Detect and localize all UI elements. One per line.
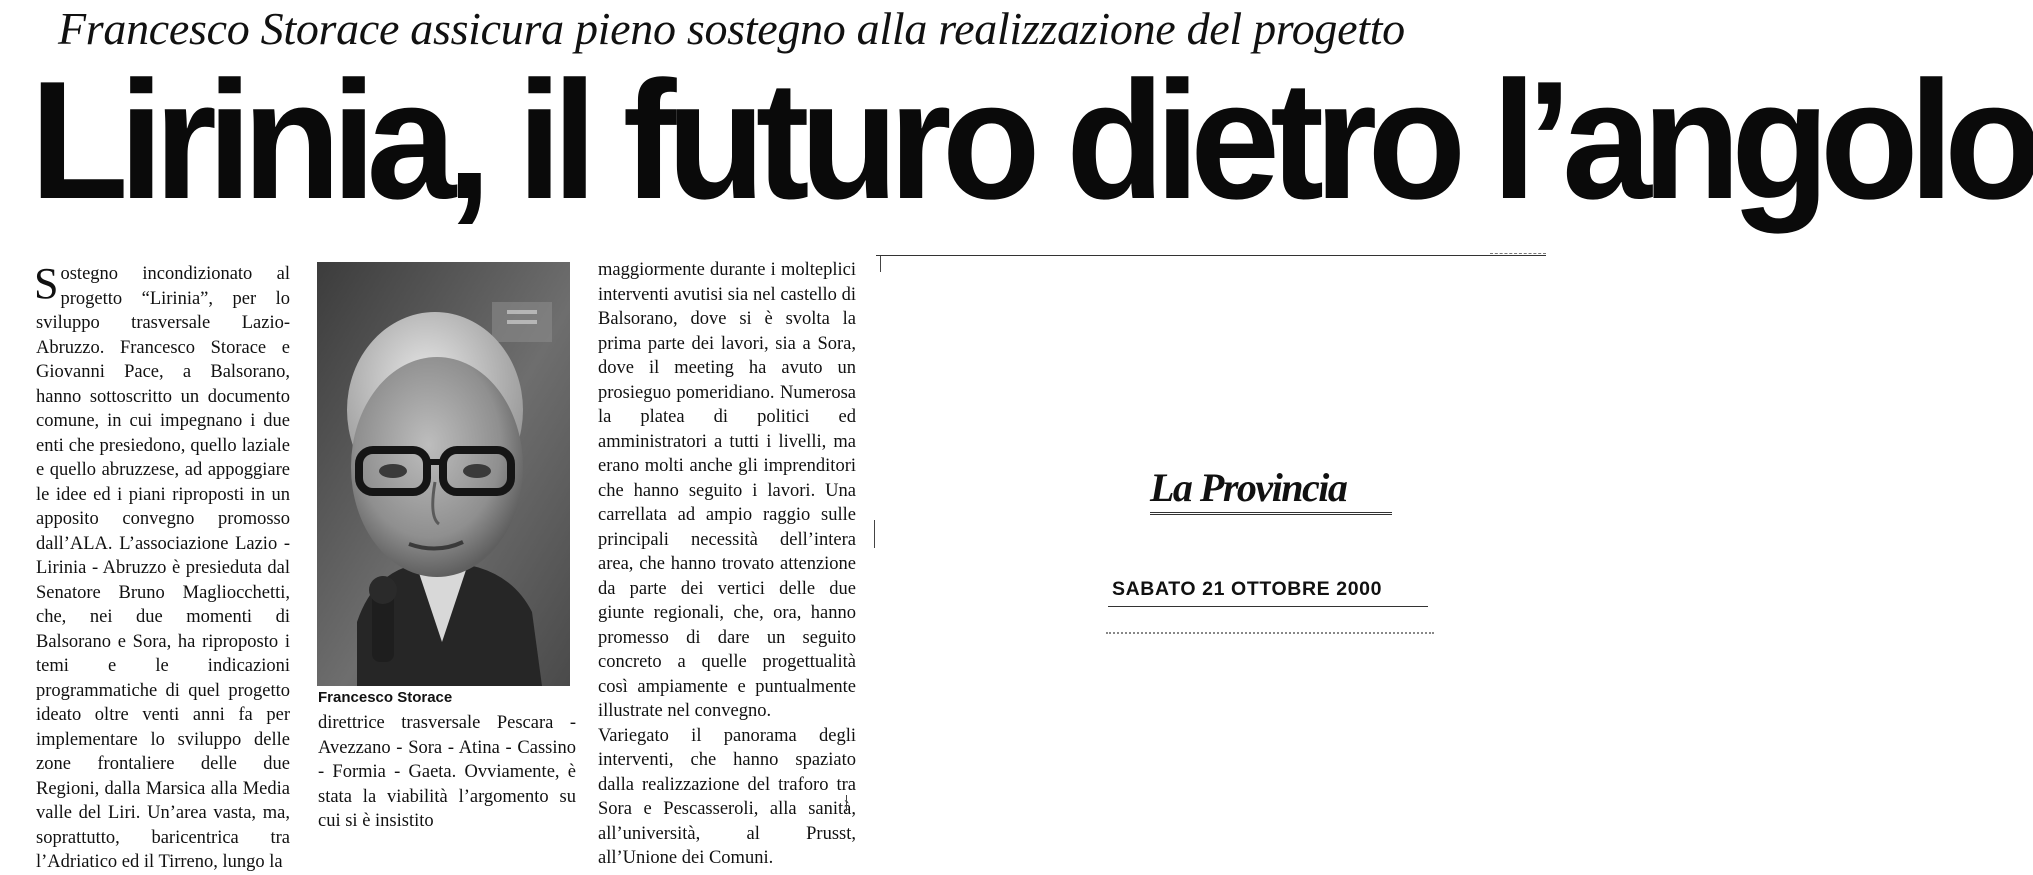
article-kicker: Francesco Storace assicura pieno sostegno alla realizzazione del progetto <box>58 3 1405 54</box>
issue-date: SABATO 21 OTTOBRE 2000 <box>1112 578 1383 600</box>
masthead-underline <box>1150 512 1392 515</box>
article-column-2 <box>318 711 576 834</box>
column-divider-mark <box>846 795 847 811</box>
newspaper-masthead: La Provincia <box>1150 465 1347 510</box>
portrait-photo-graphic <box>317 262 570 686</box>
column-divider-mark <box>874 520 875 548</box>
portrait-photo <box>317 262 570 686</box>
date-footer-rule <box>1106 632 1434 634</box>
article-column-1-text: ostegno incondizionato al progetto “Lirinia”, per lo sviluppo trasversale Lazio-Abruzzo. Francesco Storace e Giovanni Pace, a Balsorano, hanno sottoscritto un documento comune, in cui impegnano i due enti che presiedono, quello laziale e quello abruzzese, ad appoggiare le idee ed i piani riproposti in un apposito convegno promosso dall’ALA. L’associazione Lazio - Lirinia - Abruzzo è presieduta dal Senatore Bruno Magliocchetti, che, nei due momenti di Balsorano e Sora, ha riproposto i temi e le indicazioni programmatiche di quel progetto ideato oltre venti anni fa per implementare lo sviluppo delle zone frontaliere delle due Regioni, dalla Marsica alla Media valle del Liri. Un’area vasta, ma, soprattutto, baricentrica tra l’Adriatico ed il Tirreno, lungo la <box>36 264 290 872</box>
column-top-rule <box>876 255 1546 256</box>
article-column-3-paragraph-2: Variegato il panorama degli interventi, che hanno spaziato dalla realizzazione del traforo tra Sora e Pescasseroli, alla sanità, all’università, al Prusst, all’Unione dei Comuni. <box>598 725 856 868</box>
date-underline <box>1108 606 1428 607</box>
article-column-1 <box>34 259 290 875</box>
article-column-3-paragraph-1: maggiormente durante i molteplici interventi avutisi sia nel castello di Balsorano, dove si è svolta la prima parte dei lavori, sia a Sora, dove il meeting ha avuto un prosieguo pomeridiano. Numerosa la platea di politici ed amministratori a tutti i livelli, ma erano molti anche gli imprenditori che hanno seguito i lavori. Una carrellata ad ampio raggio sulle principali necessità dell’intera area, che hanno trovato attenzione da parte dei vertici delle due giunte regionali, che, ora, hanno promesso di dare un seguito concreto a quelle progettualità così ampiamente e puntualmente illustrate nel convegno. <box>598 260 856 721</box>
photo-caption: Francesco Storace <box>318 689 453 706</box>
article-column-3 <box>598 258 856 871</box>
column-top-dashed-rule <box>1490 253 1546 254</box>
column-divider-mark <box>880 256 881 272</box>
article-column-2-text: direttrice trasversale Pescara - Avezzano - Sora - Atina - Cassino - Formia - Gaeta. Ovviamente, è stata la viabilità l’argomento su cui si è insistito <box>318 713 576 831</box>
article-dropcap: S <box>34 259 59 308</box>
article-headline: Lirinia, il futuro dietro l’angolo <box>30 46 2033 234</box>
